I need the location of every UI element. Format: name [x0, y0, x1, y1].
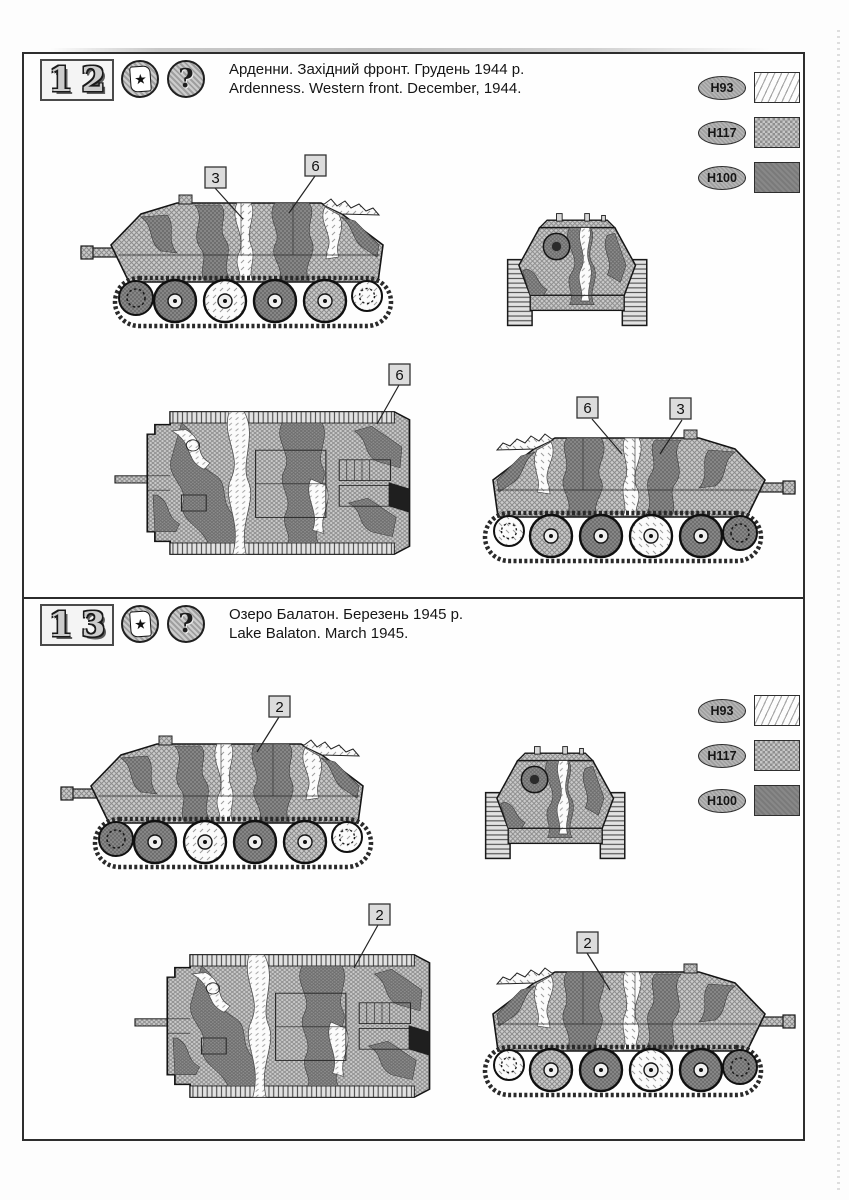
section-scheme-13 [24, 597, 803, 1143]
callout-number: 2 [375, 907, 384, 924]
decal-sheet-shape [129, 610, 152, 637]
paint-code-oval [698, 121, 746, 145]
question-icon [167, 60, 205, 98]
callout-number: 2 [583, 935, 592, 952]
tank-side-left-view [77, 147, 422, 337]
decal-sheet-shape [129, 65, 152, 92]
caption-line-en: Ardenness. Western front. December, 1944. [229, 79, 522, 97]
section-number-box [40, 59, 114, 101]
question-glyph: ? [178, 609, 194, 639]
paint-code-label: H100 [707, 793, 737, 808]
paint-code-oval [698, 76, 746, 100]
paint-code-oval [698, 699, 746, 723]
caption-line-en: Lake Balaton. March 1945. [229, 624, 409, 642]
tank-side-left-view [57, 686, 402, 876]
decal-icon [121, 60, 159, 98]
paint-code-oval [698, 744, 746, 768]
section-number-box [40, 604, 114, 646]
tank-top-view [107, 892, 442, 1100]
scheme-caption [229, 606, 463, 643]
tank-front-view [480, 740, 630, 872]
paint-swatch-h100 [754, 162, 800, 193]
tank-side-right-view [432, 392, 802, 577]
paint-swatch-h93 [754, 695, 800, 726]
paint-code-label: H117 [707, 125, 737, 140]
paint-code-label: H93 [710, 703, 734, 718]
legend-row [698, 785, 800, 816]
paint-swatch-h93 [754, 72, 800, 103]
callout-number: 6 [311, 158, 320, 175]
paint-swatch-h117 [754, 117, 800, 148]
paint-swatch-h100 [754, 785, 800, 816]
question-icon [167, 605, 205, 643]
tank-top-view [87, 354, 422, 562]
paint-code-oval [698, 789, 746, 813]
paint-code-label: H100 [707, 170, 737, 185]
page-frame [22, 52, 805, 1141]
callout-number: 3 [676, 401, 685, 418]
legend-row [698, 695, 800, 726]
legend-row [698, 117, 800, 148]
tank-front-view [502, 207, 652, 339]
paint-swatch-h117 [754, 740, 800, 771]
scan-streak-artifact [837, 30, 840, 1192]
decal-icon [121, 605, 159, 643]
section-number: 12 [48, 60, 115, 100]
paint-legend [698, 695, 800, 816]
paint-code-label: H117 [707, 748, 737, 763]
callout-number: 2 [275, 699, 284, 716]
star-glyph: ★ [133, 615, 147, 633]
paint-code-oval [698, 166, 746, 190]
section-number: 13 [48, 605, 115, 645]
callout-number: 6 [395, 367, 404, 384]
caption-line-uk: Арденни. Західний фронт. Грудень 1944 р. [229, 61, 525, 78]
section-scheme-12 [24, 54, 803, 597]
paint-legend [698, 72, 800, 193]
scheme-caption [229, 61, 524, 98]
star-glyph: ★ [133, 70, 147, 88]
question-glyph: ? [178, 64, 194, 94]
callout-number: 6 [583, 400, 592, 417]
legend-row [698, 740, 800, 771]
tank-side-right-view [432, 924, 802, 1109]
paint-code-label: H93 [710, 80, 734, 95]
caption-line-uk: Озеро Балатон. Березень 1945 р. [229, 606, 464, 623]
legend-row [698, 72, 800, 103]
legend-row [698, 162, 800, 193]
callout-number: 3 [211, 170, 220, 187]
